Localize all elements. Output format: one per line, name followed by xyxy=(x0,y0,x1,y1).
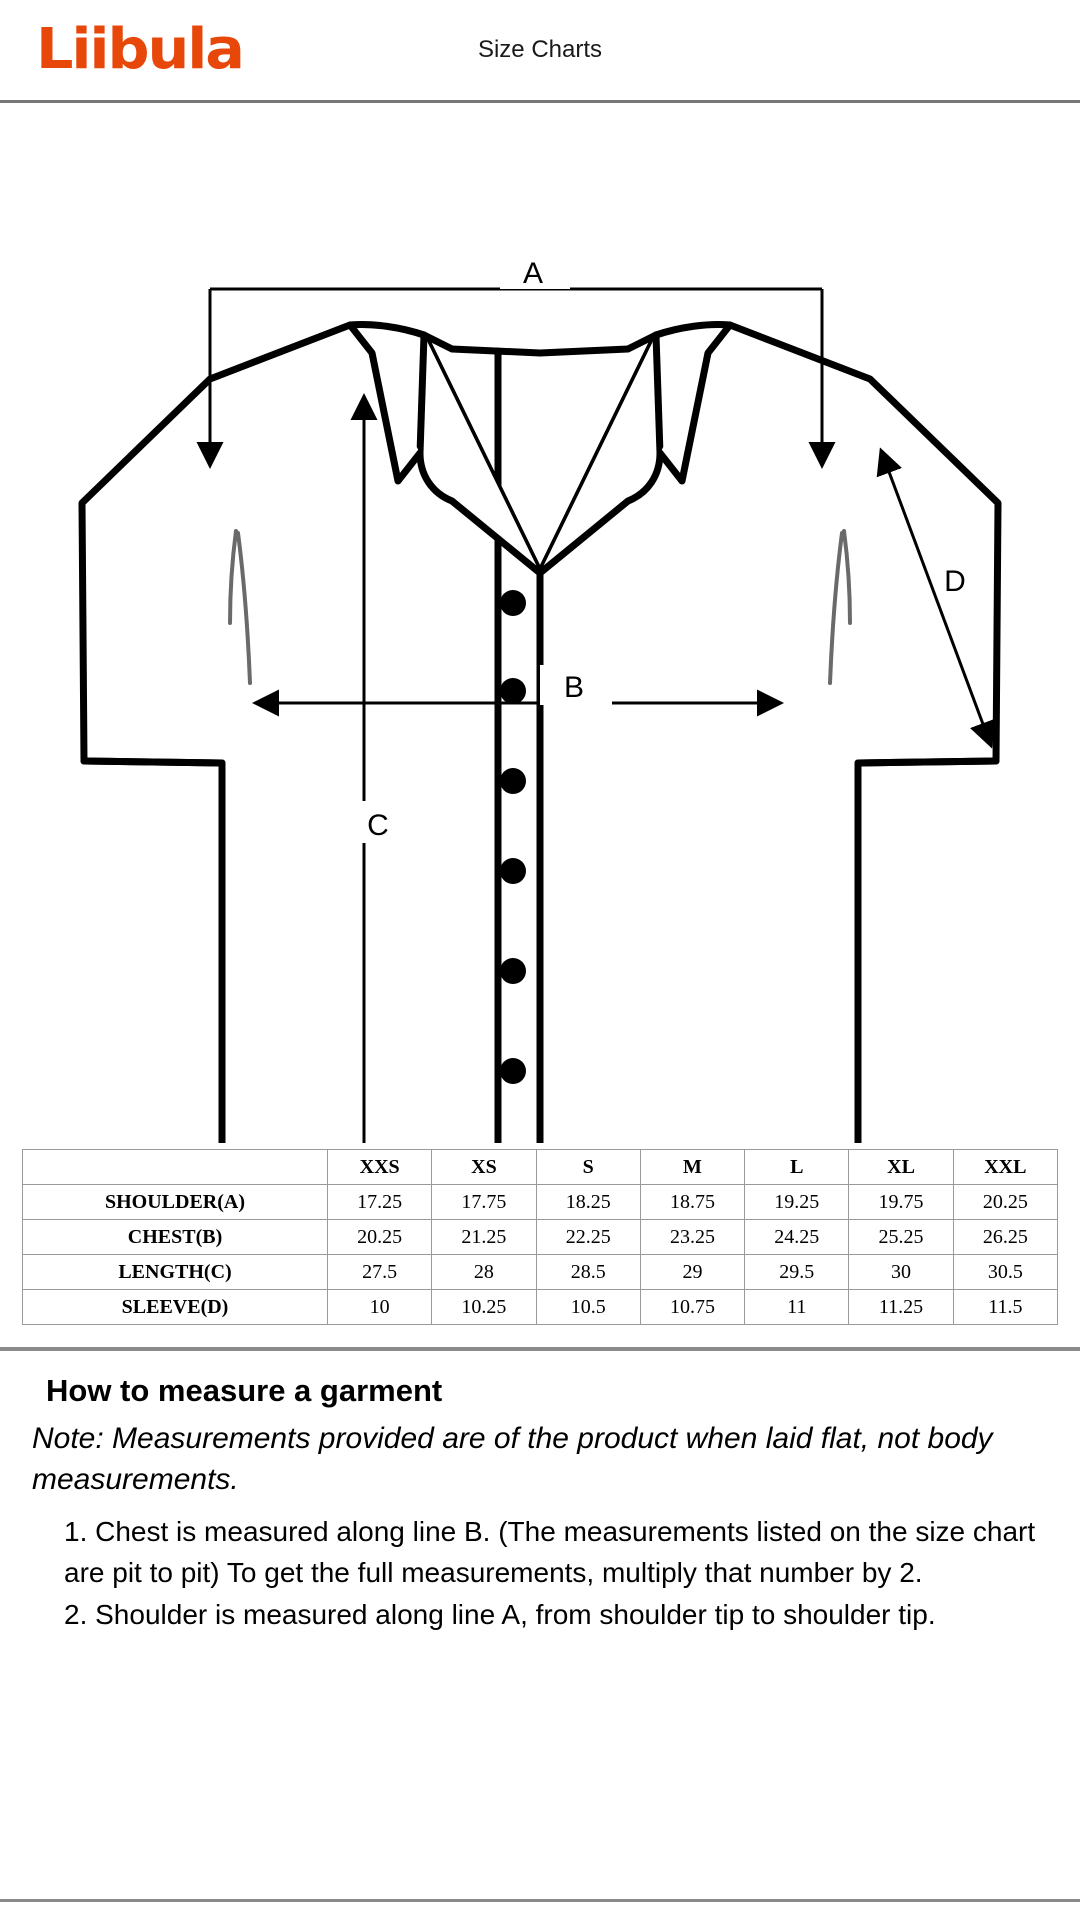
cell-sleeve-l: 11 xyxy=(745,1290,849,1325)
cell-sleeve-s: 10.5 xyxy=(536,1290,640,1325)
instructions-heading: How to measure a garment xyxy=(46,1373,443,1408)
column-header-m: M xyxy=(640,1150,744,1185)
table-corner-cell xyxy=(23,1150,328,1185)
label-c: C xyxy=(367,809,389,842)
shirt-diagram xyxy=(0,103,1080,1143)
row-label-shoulder: SHOULDER(A) xyxy=(23,1185,328,1220)
cell-chest-xxs: 20.25 xyxy=(328,1220,432,1255)
cell-shoulder-xxl: 20.25 xyxy=(953,1185,1057,1220)
cell-sleeve-xs: 10.25 xyxy=(432,1290,536,1325)
column-header-xxl: XXL xyxy=(953,1150,1057,1185)
cell-chest-xs: 21.25 xyxy=(432,1220,536,1255)
cell-shoulder-xs: 17.75 xyxy=(432,1185,536,1220)
column-header-l: L xyxy=(745,1150,849,1185)
page-title: Size Charts xyxy=(477,36,603,63)
instructions-note: Note: Measurements provided are of the product when laid flat, not body measurements. xyxy=(32,1422,993,1496)
cell-chest-m: 23.25 xyxy=(640,1220,744,1255)
cell-chest-s: 22.25 xyxy=(536,1220,640,1255)
page-header xyxy=(0,0,1080,100)
column-header-s: S xyxy=(536,1150,640,1185)
cell-shoulder-l: 19.25 xyxy=(745,1185,849,1220)
table-row xyxy=(23,1185,1058,1220)
measure-instructions xyxy=(0,1351,1080,1636)
cell-shoulder-s: 18.25 xyxy=(536,1185,640,1220)
column-header-xxs: XXS xyxy=(328,1150,432,1185)
instructions-list xyxy=(28,1512,1052,1636)
row-label-sleeve: SLEEVE(D) xyxy=(23,1290,328,1325)
table-header-row xyxy=(23,1150,1058,1185)
cell-length-xl: 30 xyxy=(849,1255,953,1290)
label-a: A xyxy=(522,257,544,290)
cell-shoulder-m: 18.75 xyxy=(640,1185,744,1220)
table-row xyxy=(23,1290,1058,1325)
cell-shoulder-xxs: 17.25 xyxy=(328,1185,432,1220)
cell-sleeve-m: 10.75 xyxy=(640,1290,744,1325)
label-b: B xyxy=(563,671,585,704)
list-item: 2. Shoulder is measured along line A, from shoulder tip to shoulder tip. xyxy=(64,1599,936,1631)
cell-length-xxs: 27.5 xyxy=(328,1255,432,1290)
cell-length-xs: 28 xyxy=(432,1255,536,1290)
cell-length-m: 29 xyxy=(640,1255,744,1290)
cell-chest-l: 24.25 xyxy=(745,1220,849,1255)
footer-divider xyxy=(0,1899,1080,1902)
label-d: D xyxy=(944,565,966,598)
cell-sleeve-xxl: 11.5 xyxy=(953,1290,1057,1325)
cell-length-xxl: 30.5 xyxy=(953,1255,1057,1290)
list-item: 1. Chest is measured along line B. (The measurements listed on the size chart are pit to pit) To get the full measurements, multiply that number by 2. xyxy=(64,1516,1036,1588)
table-row xyxy=(23,1220,1058,1255)
cell-sleeve-xxs: 10 xyxy=(328,1290,432,1325)
row-label-chest: CHEST(B) xyxy=(23,1220,328,1255)
cell-shoulder-xl: 19.75 xyxy=(849,1185,953,1220)
cell-length-l: 29.5 xyxy=(745,1255,849,1290)
cell-chest-xxl: 26.25 xyxy=(953,1220,1057,1255)
size-table xyxy=(22,1149,1058,1325)
table-row xyxy=(23,1255,1058,1290)
cell-chest-xl: 25.25 xyxy=(849,1220,953,1255)
brand-logo: Liibula xyxy=(36,17,243,82)
shirt-illustration xyxy=(0,103,1080,1143)
cell-sleeve-xl: 11.25 xyxy=(849,1290,953,1325)
column-header-xl: XL xyxy=(849,1150,953,1185)
size-table-container xyxy=(0,1143,1080,1335)
row-label-length: LENGTH(C) xyxy=(23,1255,328,1290)
column-header-xs: XS xyxy=(432,1150,536,1185)
cell-length-s: 28.5 xyxy=(536,1255,640,1290)
